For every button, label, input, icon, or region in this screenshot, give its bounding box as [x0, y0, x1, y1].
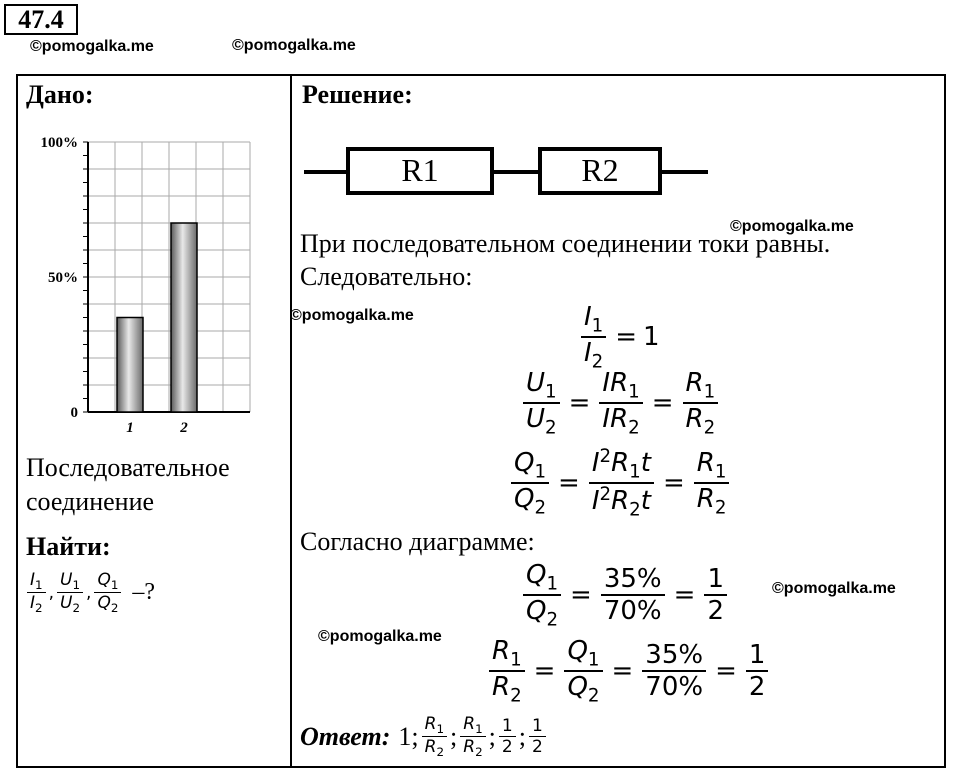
solution-line-2: Следовательно: [300, 262, 473, 291]
equation-heat-values: $\frac{Q_1}{Q_2}$ = $\frac{35\%}{70\%}$ = $\frac{1}{2}$ [520, 560, 730, 631]
equation-current-ratio: $\frac{I_1}{I_2}$ = 1 [578, 302, 660, 373]
column-divider [290, 74, 292, 768]
answer-label: Ответ: [300, 721, 391, 751]
bar-1 [117, 318, 143, 413]
connection-line-1: Последовательное [26, 453, 230, 482]
resistor-r1-label: R1 [401, 152, 439, 188]
answer-line: Ответ: 1 ; $\frac{R_1}{R_2}$ ; $\frac{R_1}{R_2}$ ; $\frac{1}{2}$ ; $\frac{1}{2}$ [300, 714, 549, 759]
x-tick-label: 2 [180, 420, 188, 436]
y-tick-label: 0 [70, 405, 78, 421]
watermark: ©pomogalka.me [232, 37, 356, 54]
equation-voltage-ratio: $\frac{U_1}{U_2}$ = $\frac{IR_1}{IR_2}$ = $\frac{R_1}{R_2}$ [520, 368, 721, 439]
find-heading: Найти: [26, 532, 111, 561]
answer-first: 1 [398, 721, 412, 751]
chart-yticks [41, 135, 79, 421]
given-heading: Дано: [26, 80, 94, 109]
resistor-r2-label: R2 [581, 152, 619, 188]
equation-resistance-values: $\frac{R_1}{R_2}$ = $\frac{Q_1}{Q_2}$ = $\frac{35\%}{70\%}$ = $\frac{1}{2}$ [486, 636, 771, 707]
y-tick-label: 50% [48, 270, 78, 286]
solution-line-1: При последовательном соединении токи равны. [300, 229, 831, 258]
bar-2 [171, 223, 197, 412]
watermark: ©pomogalka.me [290, 307, 414, 324]
watermark: ©pomogalka.me [772, 580, 896, 597]
find-ratios: $\frac{I_1}{I_2}$ , $\frac{U_1}{U_2}$ , $\frac{Q_1}{Q_2}$ –? [24, 570, 155, 615]
find-suffix: –? [132, 579, 156, 606]
chart-xlabels [126, 420, 188, 436]
bar-chart [24, 130, 264, 440]
problem-number: 47.4 [4, 4, 78, 35]
chart-bars [117, 223, 197, 412]
y-tick-label: 100% [40, 135, 78, 151]
watermark: ©pomogalka.me [318, 628, 442, 645]
watermark: ©pomogalka.me [730, 218, 854, 235]
connection-line-2: соединение [26, 487, 155, 516]
watermark: ©pomogalka.me [30, 38, 154, 55]
series-circuit-diagram [300, 140, 720, 200]
x-tick-label: 1 [126, 420, 134, 436]
equation-heat-ratio: $\frac{Q_1}{Q_2}$ = $\frac{I^2R_1t}{I^2R_2t}$ = $\frac{R_1}{R_2}$ [508, 446, 732, 521]
chart-grid [83, 142, 250, 412]
solution-heading: Решение: [302, 80, 413, 109]
solution-line-3: Согласно диаграмме: [300, 527, 535, 556]
